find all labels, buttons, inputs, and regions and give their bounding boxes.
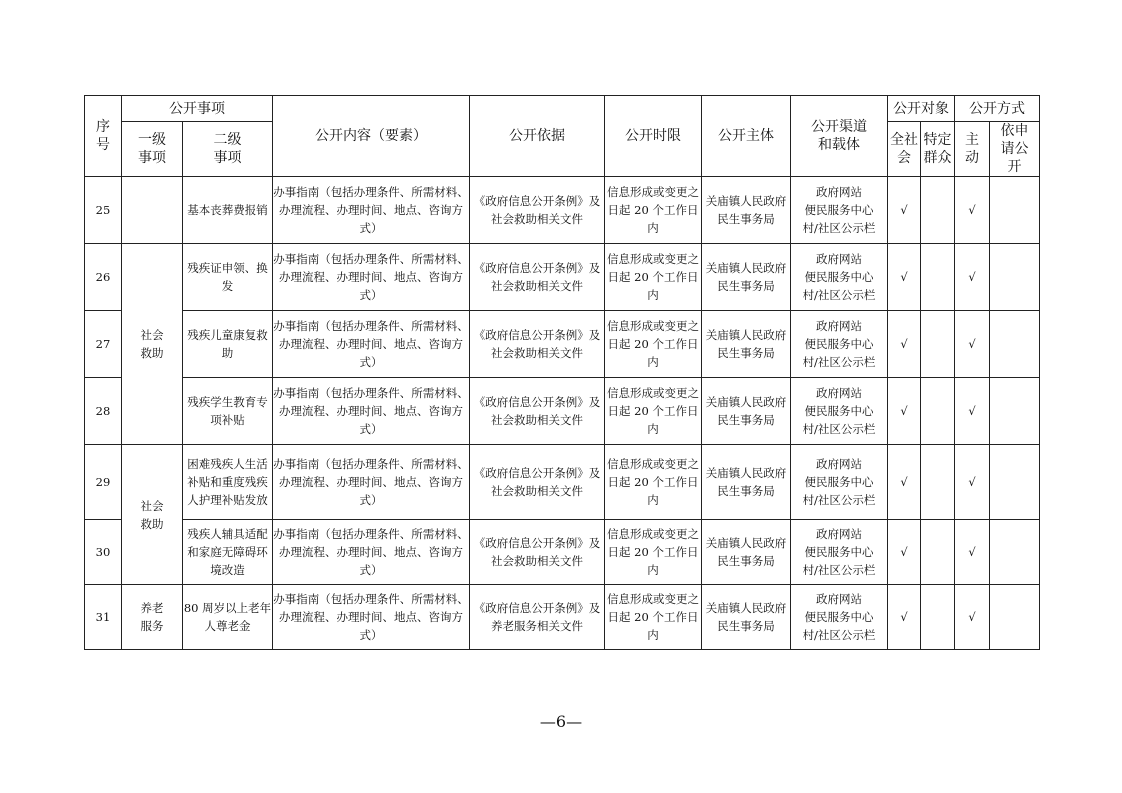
channel-website: 政府网站 [816,386,862,400]
channel-service-center: 便民服务中心 [804,404,874,418]
row-level2: 残疾证申领、换发 [183,244,273,311]
channel-bulletin: 村/社区公示栏 [802,628,876,642]
channel-website: 政府网站 [816,252,862,266]
channel-bulletin: 村/社区公示栏 [802,288,876,302]
row-seq: 26 [85,244,122,311]
channel-bulletin: 村/社区公示栏 [802,493,876,507]
channel-website: 政府网站 [816,185,862,199]
disclosure-table [84,95,1040,650]
header-seq: 序号 [85,96,122,177]
row-target-specific [921,378,955,445]
row-method-request [990,445,1040,520]
channel-service-center: 便民服务中心 [804,475,874,489]
row-target-specific [921,445,955,520]
channel-website: 政府网站 [816,527,862,541]
channel-service-center: 便民服务中心 [804,203,874,217]
row-subject: 关庙镇人民政府民生事务局 [702,244,791,311]
row-channel [791,445,888,520]
row-basis: 《政府信息公开条例》及养老服务相关文件 [470,585,605,650]
header-level2: 二级事项 [183,122,273,177]
row-seq: 28 [85,378,122,445]
row-level1: 社会救助 [122,244,183,445]
channel-website: 政府网站 [816,319,862,333]
row-method-active: √ [955,311,990,378]
row-time-limit: 信息形成或变更之日起 20 个工作日内 [605,585,702,650]
channel-website: 政府网站 [816,592,862,606]
row-seq: 27 [85,311,122,378]
table-row [85,445,1040,520]
row-target-all: √ [888,585,921,650]
row-target-specific [921,311,955,378]
row-channel [791,520,888,585]
row-subject: 关庙镇人民政府民生事务局 [702,177,791,244]
row-method-active: √ [955,378,990,445]
row-content: 办事指南（包括办理条件、所需材料、办理流程、办理时间、地点、咨询方式） [273,585,470,650]
header-method-request: 依申请公开 [990,122,1040,177]
row-level1-empty [122,177,183,244]
row-method-request [990,177,1040,244]
row-basis: 《政府信息公开条例》及社会救助相关文件 [470,445,605,520]
header-target: 公开对象 [888,96,955,122]
channel-website: 政府网站 [816,457,862,471]
row-method-request [990,244,1040,311]
row-target-all: √ [888,244,921,311]
table-row [85,177,1040,244]
row-level2: 残疾儿童康复救助 [183,311,273,378]
row-method-active: √ [955,177,990,244]
row-seq: 31 [85,585,122,650]
row-target-all: √ [888,520,921,585]
row-content: 办事指南（包括办理条件、所需材料、办理流程、办理时间、地点、咨询方式） [273,520,470,585]
row-basis: 《政府信息公开条例》及社会救助相关文件 [470,244,605,311]
row-method-request [990,311,1040,378]
table-row [85,520,1040,585]
row-level1: 养老服务 [122,585,183,650]
row-channel [791,244,888,311]
row-content: 办事指南（包括办理条件、所需材料、办理流程、办理时间、地点、咨询方式） [273,311,470,378]
channel-bulletin: 村/社区公示栏 [802,221,876,235]
header-method-active: 主动 [955,122,990,177]
row-method-active: √ [955,244,990,311]
row-channel [791,177,888,244]
row-content: 办事指南（包括办理条件、所需材料、办理流程、办理时间、地点、咨询方式） [273,177,470,244]
row-content: 办事指南（包括办理条件、所需材料、办理流程、办理时间、地点、咨询方式） [273,244,470,311]
row-target-specific [921,177,955,244]
channel-bulletin: 村/社区公示栏 [802,563,876,577]
row-subject: 关庙镇人民政府民生事务局 [702,311,791,378]
row-content: 办事指南（包括办理条件、所需材料、办理流程、办理时间、地点、咨询方式） [273,445,470,520]
header-channel: 公开渠道和载体 [791,96,888,177]
row-method-active: √ [955,585,990,650]
header-items: 公开事项 [122,96,273,122]
row-channel [791,378,888,445]
row-target-specific [921,585,955,650]
table-row [85,585,1040,650]
row-method-active: √ [955,520,990,585]
table-row [85,244,1040,311]
channel-bulletin: 村/社区公示栏 [802,422,876,436]
table-row [85,378,1040,445]
header-subject: 公开主体 [702,96,791,177]
table-row [85,311,1040,378]
row-level2: 困难残疾人生活补贴和重度残疾人护理补贴发放 [183,445,273,520]
row-basis: 《政府信息公开条例》及社会救助相关文件 [470,311,605,378]
row-basis: 《政府信息公开条例》及社会救助相关文件 [470,520,605,585]
row-subject: 关庙镇人民政府民生事务局 [702,585,791,650]
header-level1: 一级事项 [122,122,183,177]
channel-bulletin: 村/社区公示栏 [802,355,876,369]
channel-service-center: 便民服务中心 [804,545,874,559]
page-number: —6— [539,712,583,731]
row-time-limit: 信息形成或变更之日起 20 个工作日内 [605,378,702,445]
row-time-limit: 信息形成或变更之日起 20 个工作日内 [605,445,702,520]
header-target-specific: 特定群众 [921,122,955,177]
row-basis: 《政府信息公开条例》及社会救助相关文件 [470,177,605,244]
row-level1: 社会救助 [122,445,183,585]
row-subject: 关庙镇人民政府民生事务局 [702,445,791,520]
channel-service-center: 便民服务中心 [804,610,874,624]
row-basis: 《政府信息公开条例》及社会救助相关文件 [470,378,605,445]
channel-service-center: 便民服务中心 [804,270,874,284]
row-target-all: √ [888,378,921,445]
row-time-limit: 信息形成或变更之日起 20 个工作日内 [605,177,702,244]
row-method-request [990,585,1040,650]
row-level2: 基本丧葬费报销 [183,177,273,244]
row-level2: 残疾学生教育专项补贴 [183,378,273,445]
row-method-active: √ [955,445,990,520]
header-row-top [85,96,1040,122]
row-target-all: √ [888,311,921,378]
row-time-limit: 信息形成或变更之日起 20 个工作日内 [605,244,702,311]
row-content: 办事指南（包括办理条件、所需材料、办理流程、办理时间、地点、咨询方式） [273,378,470,445]
row-seq: 25 [85,177,122,244]
header-basis: 公开依据 [470,96,605,177]
channel-service-center: 便民服务中心 [804,337,874,351]
header-target-all: 全社会 [888,122,921,177]
row-seq: 30 [85,520,122,585]
row-level2: 残疾人辅具适配和家庭无障碍环境改造 [183,520,273,585]
row-subject: 关庙镇人民政府民生事务局 [702,378,791,445]
row-target-specific [921,244,955,311]
header-method: 公开方式 [955,96,1040,122]
header-content: 公开内容（要素） [273,96,470,177]
row-target-specific [921,520,955,585]
header-time-limit: 公开时限 [605,96,702,177]
row-seq: 29 [85,445,122,520]
row-channel [791,311,888,378]
row-subject: 关庙镇人民政府民生事务局 [702,520,791,585]
row-level2: 80 周岁以上老年人尊老金 [183,585,273,650]
row-channel [791,585,888,650]
row-time-limit: 信息形成或变更之日起 20 个工作日内 [605,311,702,378]
row-target-all: √ [888,445,921,520]
row-method-request [990,378,1040,445]
row-method-request [990,520,1040,585]
row-target-all: √ [888,177,921,244]
row-time-limit: 信息形成或变更之日起 20 个工作日内 [605,520,702,585]
